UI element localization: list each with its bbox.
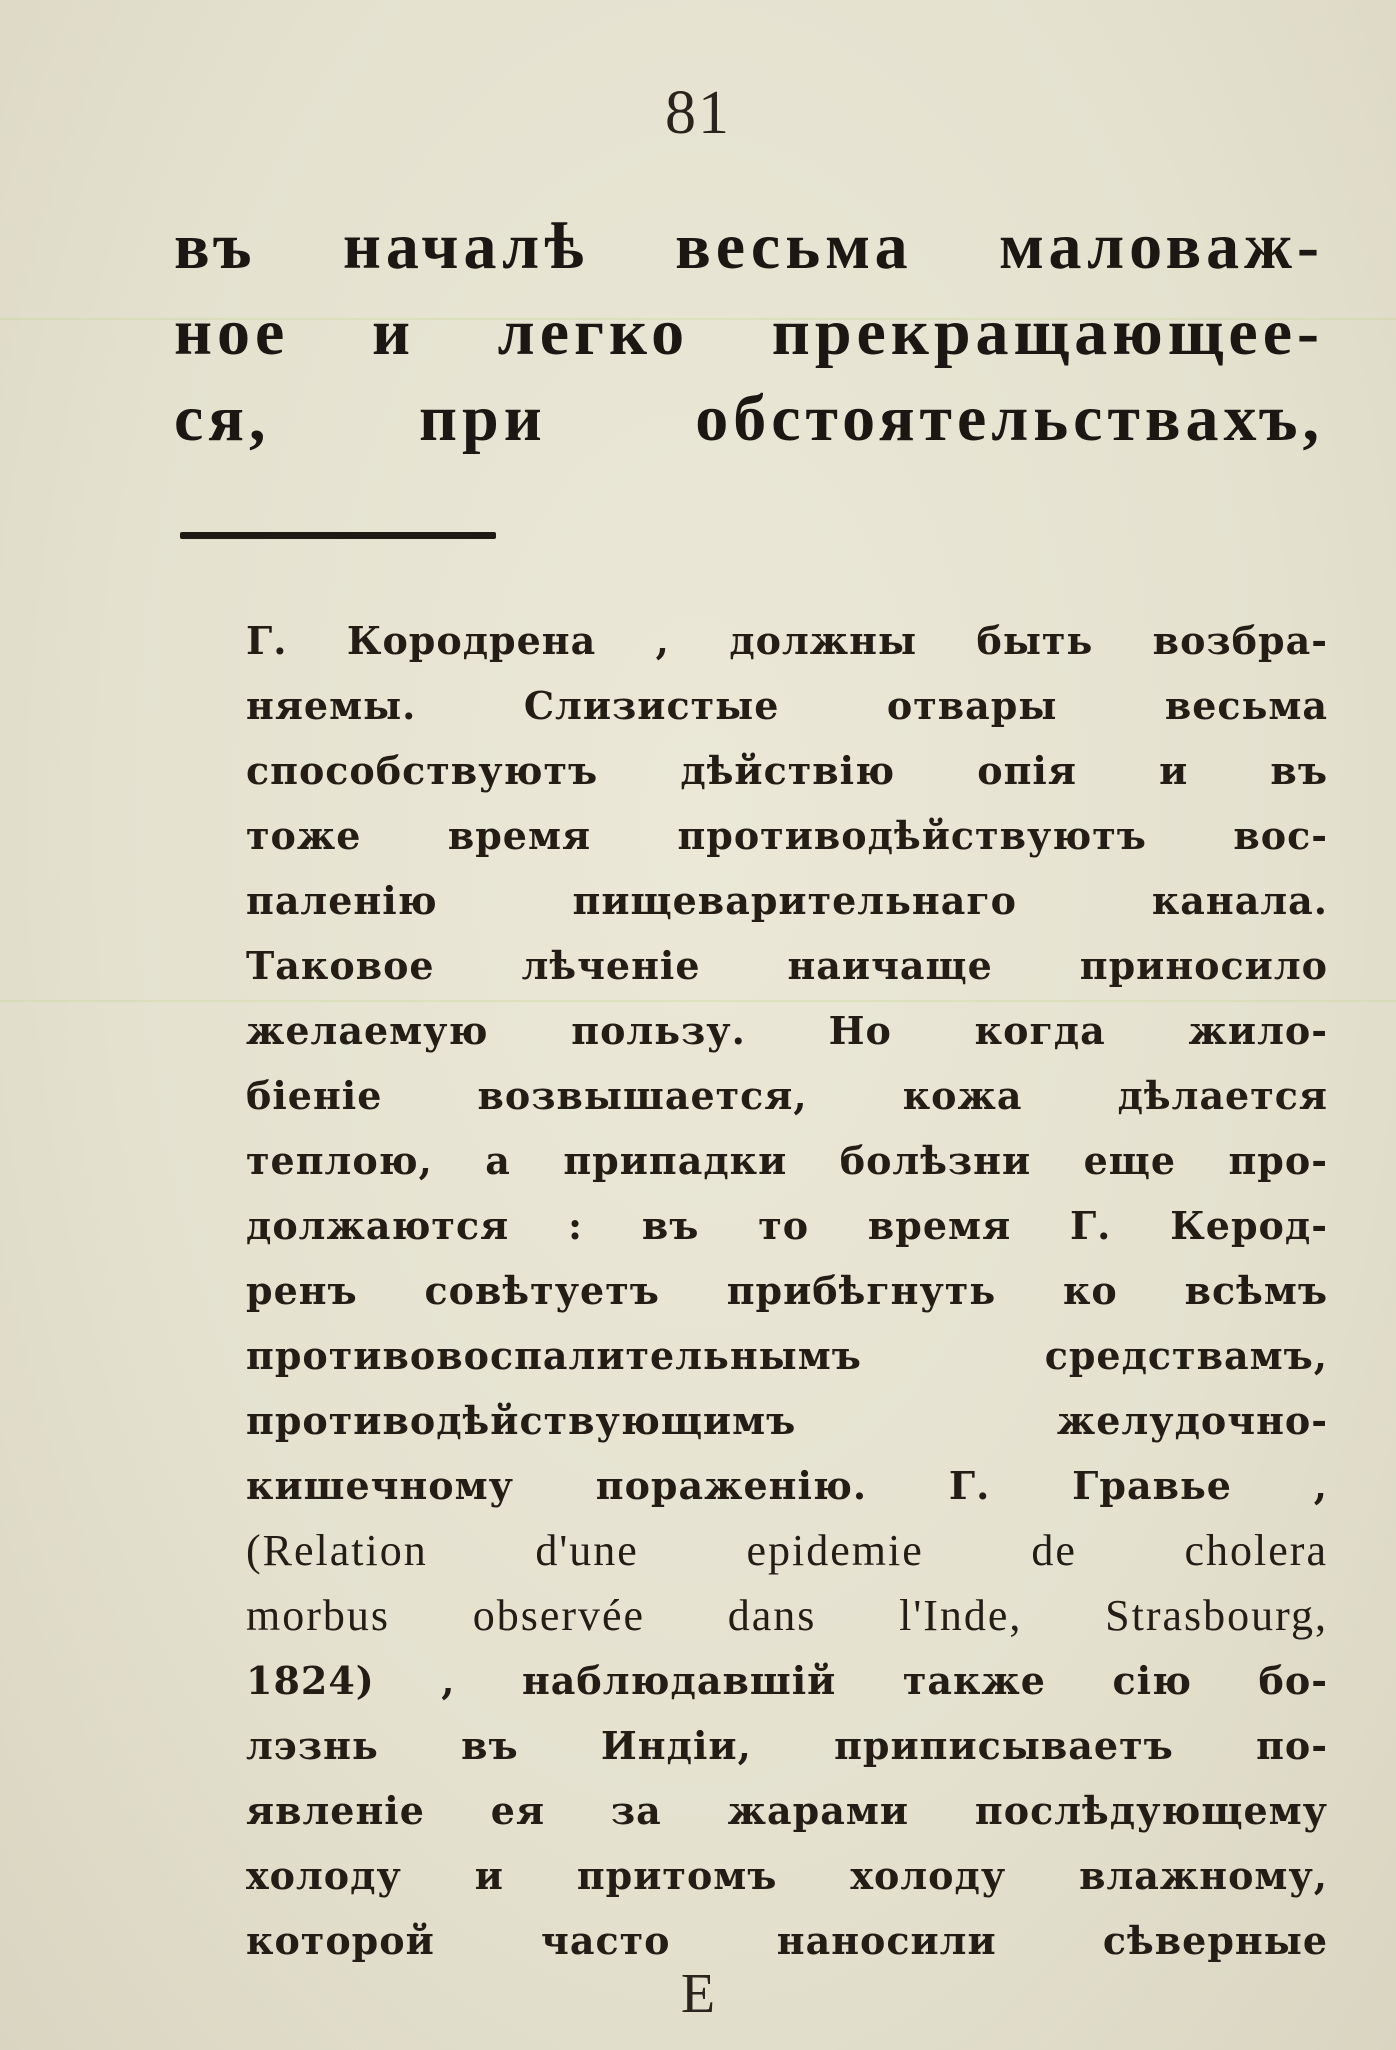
footnote-line: Г. Кородрена , должны быть возбра- [246,618,1328,663]
footnote-line: способствуютъ дѣйствію опія и въ [246,748,1328,793]
footnote-line: холоду и притомъ холоду влажному, [246,1853,1328,1898]
page-number: 81 [665,79,731,147]
footnote-line: біеніе возвышается, кожа дѣлается [246,1073,1328,1118]
footnote-line: противодѣйствующимъ желудочно- [246,1398,1328,1443]
footnote-line: 1824) , наблюдавшій также сію бо- [246,1658,1328,1703]
footnote-line: лэзнь въ Индіи, приписываетъ по- [246,1723,1328,1768]
main-text-line: ное и легко прекращающее- [174,296,1324,369]
footnote-line-latin: morbus observée dans l'Inde, Strasbourg, [246,1591,1328,1640]
footnote-line: ренъ совѣтуетъ прибѣгнуть ко всѣмъ [246,1268,1328,1313]
footnote-line: паленію пищеварительнаго канала. [246,878,1328,923]
footnote-line: Таковое лѣченіе наичаще приносило [246,943,1328,988]
footnote-line: которой часто наносили сѣверные [246,1918,1328,1963]
footnote-line-latin: (Relation d'une epidemie de cholera [246,1526,1328,1575]
main-text-block [174,204,1324,462]
footnote-line: няемы. Слизистые отвары весьма [246,683,1328,728]
main-text-line: ся, при обстоятельствахъ, [174,382,1324,455]
footnote-line: противовоспалительнымъ средствамъ, [246,1333,1328,1378]
footnote-line: кишечному пораженію. Г. Гравье , [246,1463,1328,1508]
footnote-line: теплою, а припадки болѣзни еще про- [246,1138,1328,1183]
footnote-block [246,608,1328,1973]
footnote-line: желаемую пользу. Но когда жило- [246,1008,1328,1053]
footnote-line: должаются : въ то время Г. Керод- [246,1203,1328,1248]
footnote-separator-rule [180,532,496,539]
footnote-line: явленіе ея за жарами послѣдующему [246,1788,1328,1833]
footnote-line: тоже время противодѣйствуютъ вос- [246,813,1328,858]
signature-mark: E [680,1963,716,2025]
main-text-line: въ началѣ весьма маловаж- [174,210,1324,283]
